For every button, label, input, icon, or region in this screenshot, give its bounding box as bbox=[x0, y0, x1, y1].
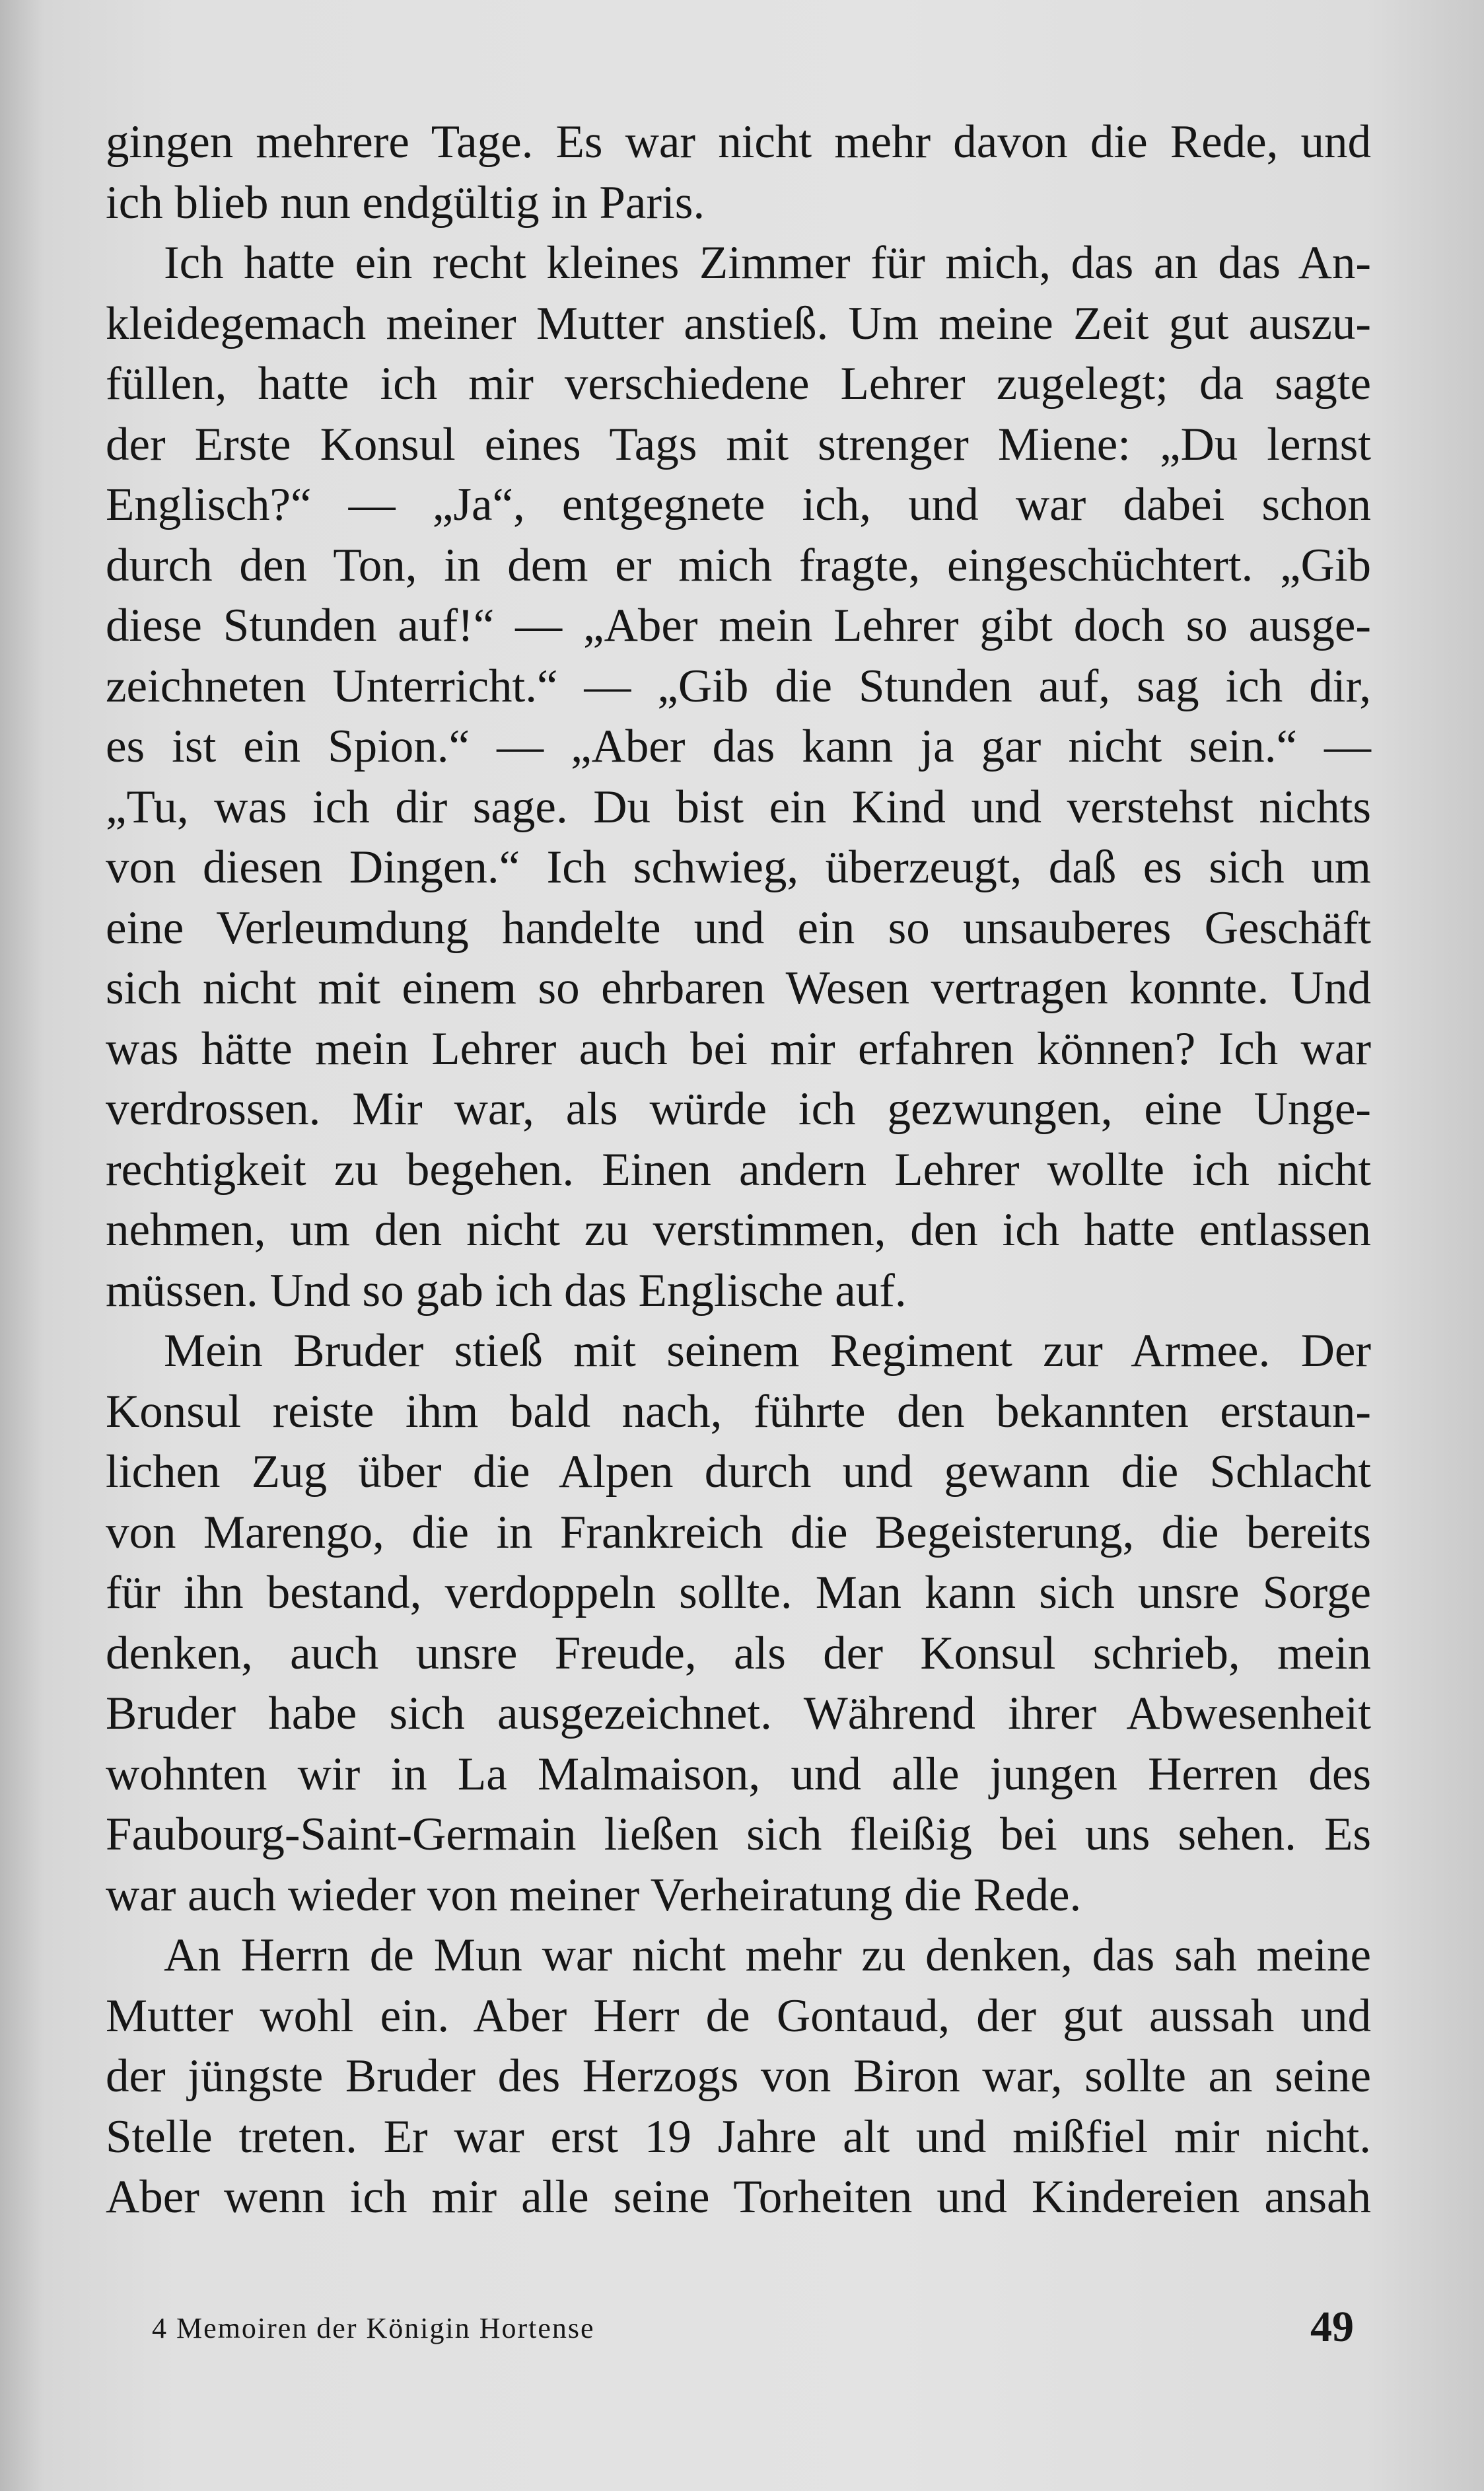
text-line: denken, auch unsre Freude, als der Konsul schrieb, mein bbox=[106, 1627, 1371, 1679]
text-line: Aber wenn ich mir alle seine Torheiten und Kindereien ansah bbox=[106, 2171, 1371, 2223]
text-line: eine Verleumdung handelte und ein so unsauberes Geschäft bbox=[106, 902, 1371, 954]
text-line: durch den Ton, in dem er mich fragte, eingeschüchtert. „Gib bbox=[106, 539, 1371, 591]
text-line: Konsul reiste ihm bald nach, führte den bekannten erstaun- bbox=[106, 1385, 1371, 1437]
text-line: was hätte mein Lehrer auch bei mir erfahren können? Ich war bbox=[106, 1023, 1371, 1075]
text-line: von Marengo, die in Frankreich die Begeisterung, die bereits bbox=[106, 1506, 1371, 1558]
text-line: war auch wieder von meiner Verheiratung die Rede. bbox=[106, 1869, 1082, 1921]
text-line: sich nicht mit einem so ehrbaren Wesen vertragen konnte. Und bbox=[106, 962, 1371, 1014]
body-text bbox=[106, 112, 1371, 2228]
text-line: Englisch?“ — „Ja“, entgegnete ich, und war dabei schon bbox=[106, 479, 1371, 530]
text-line: müssen. Und so gab ich das Englische auf. bbox=[106, 1264, 907, 1317]
text-line: lichen Zug über die Alpen durch und gewann die Schlacht bbox=[106, 1446, 1371, 1498]
text-line: gingen mehrere Tage. Es war nicht mehr davon die Rede, und bbox=[106, 116, 1371, 168]
text-line: der Erste Konsul eines Tags mit strenger Miene: „Du lernst bbox=[106, 418, 1371, 470]
text-line: diese Stunden auf!“ — „Aber mein Lehrer gibt doch so ausge- bbox=[106, 600, 1371, 651]
text-line: von diesen Dingen.“ Ich schwieg, überzeugt, daß es sich um bbox=[106, 842, 1371, 893]
text-line: Mein Bruder stieß mit seinem Regiment zur Armee. Der bbox=[164, 1325, 1371, 1377]
text-line: es ist ein Spion.“ — „Aber das kann ja gar nicht sein.“ — bbox=[106, 721, 1371, 772]
page-footer bbox=[152, 2302, 1354, 2355]
text-line: Stelle treten. Er war erst 19 Jahre alt und mißfiel mir nicht. bbox=[106, 2111, 1371, 2163]
text-line: verdrossen. Mir war, als würde ich gezwungen, eine Unge- bbox=[106, 1083, 1371, 1135]
text-line: für ihn bestand, verdoppeln sollte. Man kann sich unsre Sorge bbox=[106, 1567, 1371, 1618]
text-line: Bruder habe sich ausgezeichnet. Während ihrer Abwesenheit bbox=[106, 1688, 1371, 1739]
text-line: der jüngste Bruder des Herzogs von Biron war, sollte an seine bbox=[106, 2050, 1371, 2102]
text-line: Mutter wohl ein. Aber Herr de Gontaud, der gut aussah und bbox=[106, 1990, 1371, 2042]
text-line: zeichneten Unterricht.“ — „Gib die Stunden auf, sag ich dir, bbox=[106, 660, 1371, 712]
text-line: Ich hatte ein recht kleines Zimmer für mich, das an das An- bbox=[164, 237, 1371, 289]
text-line: rechtigkeit zu begehen. Einen andern Lehrer wollte ich nicht bbox=[106, 1143, 1371, 1196]
text-line: Faubourg-Saint-Germain ließen sich fleißig bei uns sehen. Es bbox=[106, 1809, 1371, 1860]
text-line: füllen, hatte ich mir verschiedene Lehrer zugelegt; da sagte bbox=[106, 358, 1371, 410]
page-number: 49 bbox=[1310, 2303, 1354, 2351]
text-line: kleidegemach meiner Mutter anstieß. Um meine Zeit gut auszu- bbox=[106, 297, 1371, 349]
text-line: ich blieb nun endgültig in Paris. bbox=[106, 176, 705, 229]
text-line: wohnten wir in La Malmaison, und alle jungen Herren des bbox=[106, 1748, 1371, 1800]
text-line: nehmen, um den nicht zu verstimmen, den ich hatte entlassen bbox=[106, 1204, 1371, 1256]
text-line: An Herrn de Mun war nicht mehr zu denken, das sah meine bbox=[164, 1930, 1371, 1981]
text-line: „Tu, was ich dir sage. Du bist ein Kind und verstehst nichts bbox=[106, 781, 1371, 833]
printer-signature: 4 Memoiren der Königin Hortense bbox=[152, 2312, 595, 2344]
